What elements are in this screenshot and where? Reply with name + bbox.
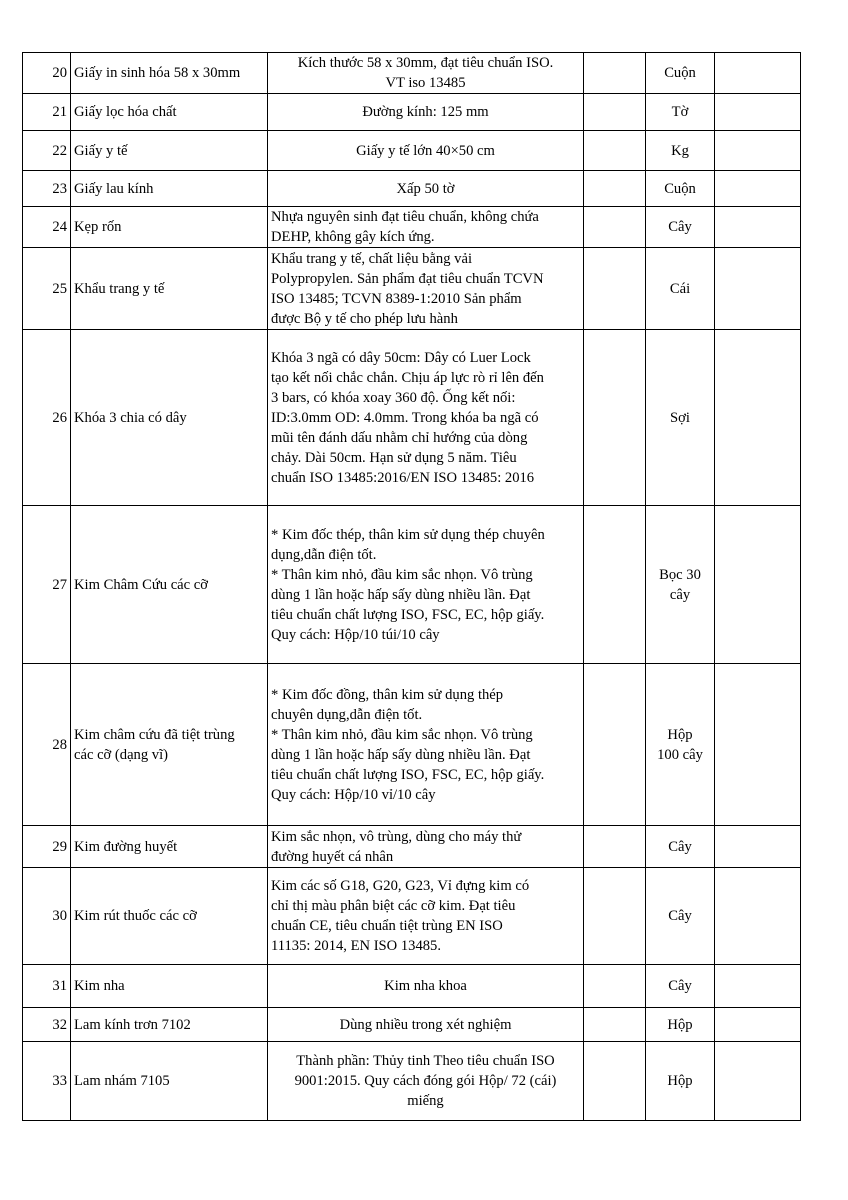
empty-cell [584, 1008, 646, 1042]
cell-line: 9001:2015. Quy cách đóng gói Hộp/ 72 (cái) [294, 1073, 557, 1089]
cell-line: Nhựa nguyên sinh đạt tiêu chuẩn, không chứa [271, 209, 539, 225]
item-unit: Hộp [646, 1008, 715, 1042]
empty-cell [715, 506, 801, 664]
empty-cell [715, 868, 801, 965]
cell-line: Khẩu trang y tế, chất liệu bằng vải [271, 250, 472, 267]
item-unit: Hộp [646, 1042, 715, 1121]
cell-line: Dùng nhiều trong xét nghiệm [339, 1016, 512, 1033]
item-name: Giấy lọc hóa chất [71, 94, 268, 131]
item-unit: Tờ [646, 94, 715, 131]
item-name: Lam kính trơn 7102 [71, 1008, 268, 1042]
item-number: 27 [23, 506, 71, 664]
empty-cell [715, 94, 801, 131]
empty-cell [584, 330, 646, 506]
table-row [23, 826, 801, 868]
cell-line: 3 bars, có khóa xoay 360 độ. Ống kết nối: [271, 389, 516, 406]
item-unit [646, 506, 715, 664]
empty-cell [584, 94, 646, 131]
cell-line: Giấy y tế lớn 40×50 cm [356, 142, 495, 159]
item-description [268, 94, 584, 131]
cell-line: ID:3.0mm OD: 4.0mm. Trong khóa ba ngã có [271, 409, 539, 426]
item-unit: Cuộn [646, 171, 715, 207]
item-number: 23 [23, 171, 71, 207]
empty-cell [715, 248, 801, 330]
empty-cell [584, 1042, 646, 1121]
item-description [268, 207, 584, 248]
item-name: Giấy y tế [71, 131, 268, 171]
item-description [268, 826, 584, 868]
cell-line: Kim các số G18, G20, G23, Vỉ đựng kim có [271, 878, 530, 894]
item-description [268, 248, 584, 330]
empty-cell [715, 171, 801, 207]
cell-line: dùng 1 lần hoặc hấp sấy dùng nhiều lần. Đạt [271, 746, 531, 763]
table-row [23, 1042, 801, 1121]
empty-cell [584, 506, 646, 664]
cell-line: các cỡ (dạng vĩ) [74, 746, 169, 763]
item-unit: Sợi [646, 330, 715, 506]
table-row [23, 207, 801, 248]
cell-line: dụng,dẫn điện tốt. [271, 546, 377, 563]
item-name: Kim Châm Cứu các cỡ [71, 506, 268, 664]
cell-line: Kích thước 58 x 30mm, đạt tiêu chuẩn ISO. [297, 55, 554, 71]
table-row [23, 131, 801, 171]
table-row [23, 94, 801, 131]
item-name: Khóa 3 chia có dây [71, 330, 268, 506]
item-description [268, 1008, 584, 1042]
cell-line: chuẩn ISO 13485:2016/EN ISO 13485: 2016 [271, 469, 535, 486]
item-unit: Kg [646, 131, 715, 171]
empty-cell [715, 53, 801, 94]
empty-cell [715, 1042, 801, 1121]
cell-line: * Thân kim nhỏ, đầu kim sắc nhọn. Vô trùng [271, 566, 533, 583]
item-number: 31 [23, 965, 71, 1008]
cell-line: dùng 1 lần hoặc hấp sấy dùng nhiều lần. Đạt [271, 586, 531, 603]
empty-cell [584, 131, 646, 171]
cell-line: 100 cây [657, 746, 703, 763]
item-description [268, 506, 584, 664]
table-row [23, 248, 801, 330]
empty-cell [584, 664, 646, 826]
empty-cell [715, 131, 801, 171]
cell-line: Đường kính: 125 mm [362, 104, 489, 120]
item-number: 24 [23, 207, 71, 248]
cell-line: đường huyết cá nhân [271, 848, 394, 865]
empty-cell [584, 248, 646, 330]
cell-line: Polypropylen. Sản phẩm đạt tiêu chuẩn TCVN [271, 270, 544, 287]
item-number: 20 [23, 53, 71, 94]
item-unit: Cây [646, 826, 715, 868]
item-description [268, 868, 584, 965]
cell-line: miếng [407, 1093, 444, 1109]
item-description [268, 171, 584, 207]
table-row [23, 330, 801, 506]
item-description [268, 1042, 584, 1121]
item-number: 29 [23, 826, 71, 868]
item-description [268, 330, 584, 506]
cell-line: VT iso 13485 [385, 75, 466, 91]
cell-line: chuyên dụng,dẫn điện tốt. [271, 706, 423, 723]
cell-line: Kim sắc nhọn, vô trùng, dùng cho máy thử [271, 828, 522, 845]
cell-line: mũi tên đánh dấu nhằm chỉ hướng của dòng [271, 429, 528, 446]
cell-line: tiêu chuẩn chất lượng ISO, FSC, EC, hộp giấy. [271, 766, 545, 783]
cell-line: chảy. Dài 50cm. Hạn sử dụng 5 năm. Tiêu [271, 449, 517, 466]
item-description [268, 965, 584, 1008]
cell-line: Bọc 30 [659, 566, 701, 583]
empty-cell [715, 1008, 801, 1042]
item-number: 25 [23, 248, 71, 330]
empty-cell [584, 826, 646, 868]
empty-cell [715, 826, 801, 868]
item-unit: Cái [646, 248, 715, 330]
item-name: Kẹp rốn [71, 207, 268, 248]
empty-cell [715, 965, 801, 1008]
table-row [23, 664, 801, 826]
item-unit: Cây [646, 207, 715, 248]
cell-line: Quy cách: Hộp/10 túi/10 cây [271, 626, 440, 643]
item-name: Kim nha [71, 965, 268, 1008]
cell-line: ISO 13485; TCVN 8389-1:2010 Sản phẩm [271, 290, 522, 307]
cell-line: chỉ thị màu phân biệt các cỡ kim. Đạt tiêu [271, 898, 516, 914]
item-name: Lam nhám 7105 [71, 1042, 268, 1121]
items-table [22, 52, 801, 1121]
cell-line: Thành phần: Thủy tinh Theo tiêu chuẩn ISO [296, 1053, 555, 1069]
cell-line: Kim nha khoa [384, 978, 467, 994]
empty-cell [584, 868, 646, 965]
cell-line: chuẩn CE, tiêu chuẩn tiệt trùng EN ISO [271, 918, 503, 934]
table-row [23, 965, 801, 1008]
cell-line: Quy cách: Hộp/10 vỉ/10 cây [271, 786, 436, 803]
cell-line: * Thân kim nhỏ, đầu kim sắc nhọn. Vô trùng [271, 726, 533, 743]
item-number: 21 [23, 94, 71, 131]
cell-line: DEHP, không gây kích ứng. [271, 229, 435, 245]
item-name: Khẩu trang y tế [71, 248, 268, 330]
empty-cell [584, 965, 646, 1008]
empty-cell [584, 171, 646, 207]
cell-line: Hộp [667, 726, 693, 743]
cell-line: Xấp 50 tờ [396, 180, 455, 197]
cell-line: Khóa 3 ngã có dây 50cm: Dây có Luer Lock [271, 349, 531, 366]
item-description [268, 53, 584, 94]
item-number: 26 [23, 330, 71, 506]
item-unit: Cuộn [646, 53, 715, 94]
cell-line: 11135: 2014, EN ISO 13485. [271, 938, 441, 954]
item-unit: Cây [646, 965, 715, 1008]
item-unit: Cây [646, 868, 715, 965]
item-description [268, 131, 584, 171]
cell-line: * Kim đốc thép, thân kim sử dụng thép chuyên [271, 526, 545, 543]
item-name: Kim rút thuốc các cỡ [71, 868, 268, 965]
cell-line: tiêu chuẩn chất lượng ISO, FSC, EC, hộp giấy. [271, 606, 545, 623]
cell-line: cây [669, 586, 691, 603]
item-name: Giấy in sinh hóa 58 x 30mm [71, 53, 268, 94]
cell-line: tạo kết nối chắc chắn. Chịu áp lực rò rỉ lên đến [271, 369, 544, 386]
empty-cell [715, 330, 801, 506]
cell-line: Kim châm cứu đã tiệt trùng [74, 726, 235, 743]
item-unit [646, 664, 715, 826]
empty-cell [584, 207, 646, 248]
item-number: 22 [23, 131, 71, 171]
item-number: 32 [23, 1008, 71, 1042]
item-name: Kim đường huyết [71, 826, 268, 868]
item-number: 30 [23, 868, 71, 965]
item-name [71, 664, 268, 826]
item-name: Giấy lau kính [71, 171, 268, 207]
item-description [268, 664, 584, 826]
empty-cell [584, 53, 646, 94]
item-number: 28 [23, 664, 71, 826]
item-number: 33 [23, 1042, 71, 1121]
table-row [23, 1008, 801, 1042]
table-row [23, 868, 801, 965]
table-row [23, 171, 801, 207]
cell-line: được Bộ y tế cho phép lưu hành [271, 310, 458, 327]
empty-cell [715, 664, 801, 826]
table-row [23, 53, 801, 94]
items-table-body [23, 53, 801, 1121]
empty-cell [715, 207, 801, 248]
cell-line: * Kim đốc đồng, thân kim sử dụng thép [271, 686, 504, 703]
table-row [23, 506, 801, 664]
